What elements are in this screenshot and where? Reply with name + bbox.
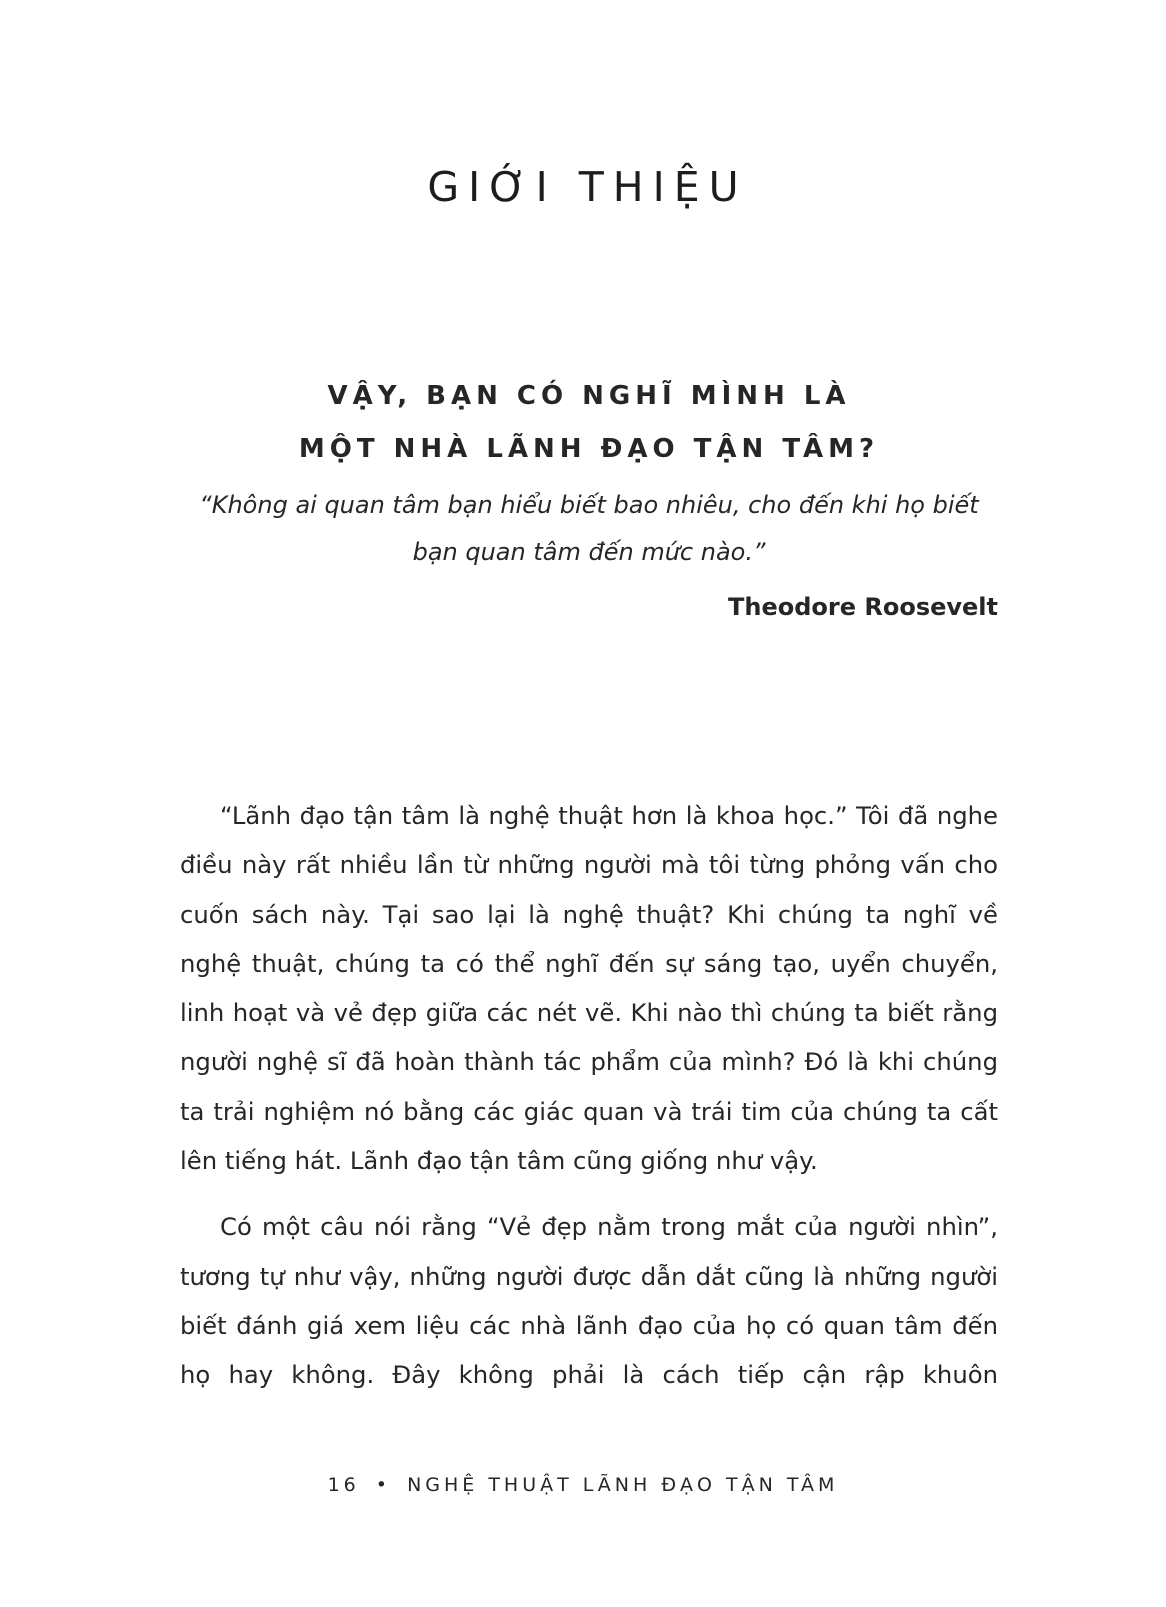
chapter-title: GIỚI THIỆU [427,163,748,211]
running-title: NGHỆ THUẬT LÃNH ĐẠO TẬN TÂM [407,1474,839,1496]
body-text [180,791,998,1417]
page-number: 16 [327,1474,360,1496]
section-heading [180,370,998,476]
page-footer [0,1474,1166,1496]
footer-separator: • [375,1474,392,1496]
quote-line: “Không ai quan tâm bạn hiểu biết bao nhiêu, cho đến khi họ biết [199,491,979,519]
section-heading-line: MỘT NHÀ LÃNH ĐẠO TẬN TÂM? [298,434,880,464]
quote-line: bạn quan tâm đến mức nào.” [412,538,766,566]
section-heading-line: VẬY, BẠN CÓ NGHĨ MÌNH LÀ [327,381,851,411]
paragraph: “Lãnh đạo tận tâm là nghệ thuật hơn là khoa học.” Tôi đã nghe điều này rất nhiều lần từ những người mà tôi từng phỏng vấn cho cuốn sách này. Tại sao lại là nghệ thuật? Khi chúng ta nghĩ về nghệ thuật, chúng ta có thể nghĩ đến sự sáng tạo, uyển chuyển, linh hoạt và vẻ đẹp giữa các nét vẽ. Khi nào thì chúng ta biết rằng người nghệ sĩ đã hoàn thành tác phẩm của mình? Đó là khi chúng ta trải nghiệm nó bằng các giác quan và trái tim của chúng ta cất lên tiếng hát. Lãnh đạo tận tâm cũng giống như vậy. [180,801,998,1176]
paragraph: Có một câu nói rằng “Vẻ đẹp nằm trong mắt của người nhìn”, tương tự như vậy, những người được dẫn dắt cũng là những người biết đánh giá xem liệu các nhà lãnh đạo của họ có quan tâm đến họ hay không. Đây không phải là cách tiếp cận rập khuôn [180,1212,998,1390]
quote-author: Theodore Roosevelt [728,593,998,621]
epigraph-quote [180,482,998,576]
